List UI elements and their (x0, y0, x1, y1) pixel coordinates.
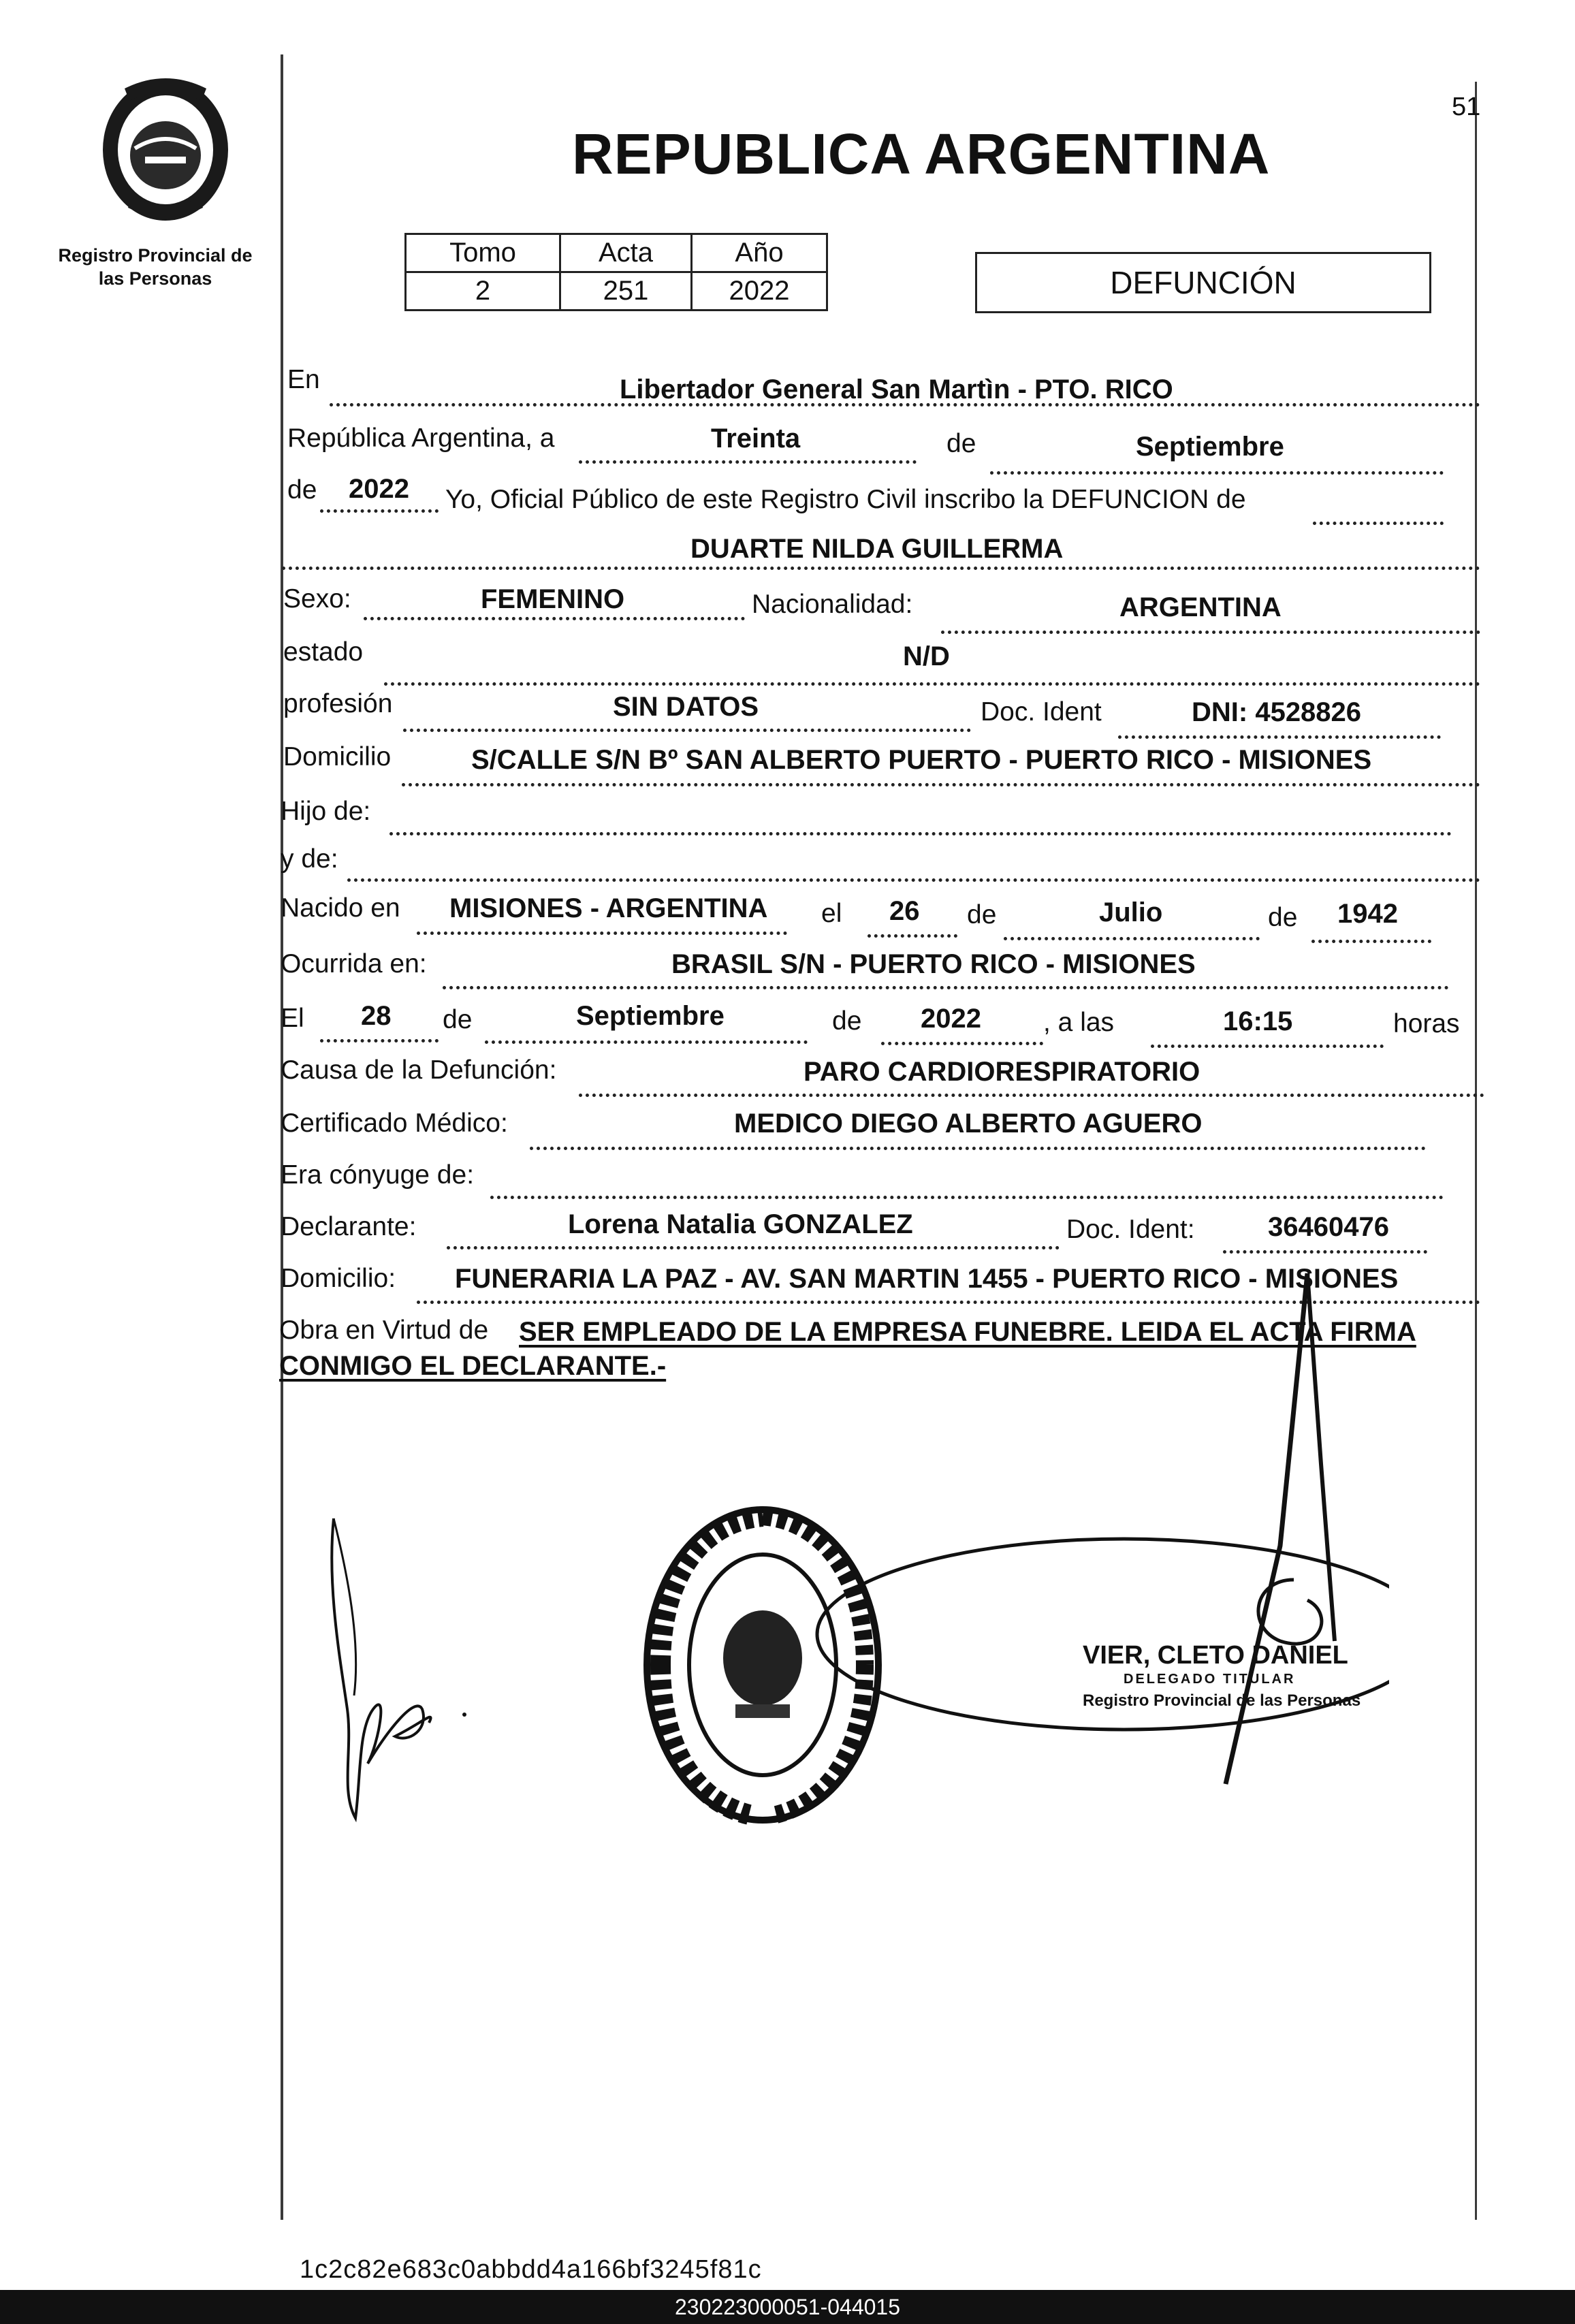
label-profesion: profesión (283, 689, 393, 718)
label-nacido-en: Nacido en (281, 893, 400, 923)
label-el-cap: El (281, 1004, 304, 1033)
value-def-mes: Septiembre (576, 1001, 725, 1031)
label-de: de (443, 1005, 473, 1034)
value-obra-line1: SER EMPLEADO DE LA EMPRESA FUNEBRE. LEIDA EL ACTA FIRMA (519, 1317, 1416, 1347)
label-nacionalidad: Nacionalidad: (752, 590, 913, 619)
document-title: REPUBLICA ARGENTINA (572, 122, 1271, 186)
document-hash: 1c2c82e683c0abbdd4a166bf3245f81c (300, 2255, 762, 2284)
dotted-line (364, 617, 745, 620)
province-coat-of-arms-logo (87, 68, 244, 225)
anio-header: Año (692, 234, 827, 272)
label-en: En (287, 365, 320, 394)
page-number: 51 (1452, 93, 1481, 121)
label-declarante: Declarante: (281, 1212, 417, 1241)
tomo-header: Tomo (406, 234, 560, 272)
dotted-line (1313, 522, 1444, 525)
value-mes: Septiembre (1136, 432, 1284, 462)
dotted-line (868, 934, 957, 938)
dotted-line (490, 1196, 1444, 1199)
value-dia-texto: Treinta (711, 424, 801, 453)
acta-header: Acta (560, 234, 692, 272)
dotted-line (347, 878, 1480, 882)
label-doc-ident: Doc. Ident (981, 697, 1102, 727)
dotted-line (1151, 1045, 1384, 1048)
value-nac-mes: Julio (1099, 897, 1163, 927)
label-doc-ident-colon: Doc. Ident: (1066, 1215, 1195, 1244)
label-de: de (1268, 903, 1298, 932)
value-def-hora: 16:15 (1223, 1006, 1293, 1036)
dotted-line (941, 631, 1480, 634)
label-sexo: Sexo: (283, 584, 351, 614)
label-horas: horas (1393, 1009, 1460, 1038)
dotted-line (1004, 937, 1260, 940)
dotted-line (417, 932, 787, 935)
label-ocurrida-en: Ocurrida en: (281, 949, 427, 978)
dotted-line (579, 1094, 1484, 1097)
value-obra-line2: CONMIGO EL DECLARANTE.- (279, 1351, 667, 1381)
dotted-line (447, 1246, 1060, 1249)
value-declarante: Lorena Natalia GONZALEZ (568, 1209, 913, 1239)
tomo-value: 2 (406, 272, 560, 311)
value-nac-dia: 26 (889, 896, 920, 926)
label-de: de (967, 900, 997, 929)
dotted-line (389, 832, 1452, 835)
value-ocurrida-en: BRASIL S/N - PUERTO RICO - MISIONES (671, 949, 1196, 979)
label-yo-oficial: Yo, Oficial Público de este Registro Civil inscribo la DEFUNCION de (445, 485, 1246, 514)
label-domicilio: Domicilio (283, 742, 392, 771)
label-hijo-de: Hijo de: (281, 797, 371, 826)
value-causa: PARO CARDIORESPIRATORIO (804, 1057, 1200, 1087)
value-domicilio: S/CALLE S/N Bº SAN ALBERTO PUERTO - PUERTO RICO - MISIONES (471, 745, 1372, 775)
value-estado: N/D (903, 641, 950, 671)
value-nacido-en: MISIONES - ARGENTINA (449, 893, 768, 923)
registry-name (39, 244, 271, 290)
dotted-line (881, 1042, 1043, 1045)
barcode-text: 230223000051-044015 (675, 2295, 900, 2319)
value-sexo: FEMENINO (481, 584, 625, 614)
label-certificado: Certificado Médico: (281, 1109, 508, 1138)
record-type-box: DEFUNCIÓN (975, 252, 1431, 313)
value-declarante-doc: 36460476 (1268, 1212, 1389, 1242)
value-nacionalidad: ARGENTINA (1119, 592, 1282, 622)
registry-name-line2: las Personas (98, 268, 212, 289)
value-documento: DNI: 4528826 (1192, 697, 1362, 727)
label-domicilio-colon: Domicilio: (281, 1264, 396, 1293)
declarant-signature (313, 1505, 490, 1845)
label-y-de: y de: (281, 844, 338, 874)
dotted-line (320, 509, 439, 513)
dotted-line (579, 460, 917, 464)
footer-barcode-strip (0, 2290, 1575, 2324)
value-def-anio: 2022 (921, 1004, 981, 1034)
value-anio: 2022 (349, 474, 409, 504)
label-de: de (832, 1006, 862, 1036)
dotted-line (1311, 940, 1431, 943)
value-declarante-domicilio: FUNERARIA LA PAZ - AV. SAN MARTIN 1455 - PUERTO RICO - MISIONES (455, 1264, 1399, 1294)
dotted-line (403, 729, 971, 732)
right-margin-line (1475, 82, 1477, 2220)
value-nombre: DUARTE NILDA GUILLERMA (690, 534, 1064, 564)
registry-name-line1: Registro Provincial de (58, 245, 253, 266)
official-role: DELEGADO TITULAR (1124, 1672, 1296, 1687)
dotted-line (990, 471, 1444, 475)
label-de: de (287, 475, 317, 505)
dotted-line (530, 1147, 1426, 1150)
value-def-dia: 28 (361, 1001, 392, 1031)
official-office: Registro Provincial de las Personas (1083, 1691, 1361, 1710)
label-a-las: , a las (1043, 1008, 1115, 1037)
value-profesion: SIN DATOS (613, 692, 759, 722)
label-conyuge: Era cónyuge de: (281, 1160, 475, 1190)
dotted-line (1118, 735, 1441, 739)
dotted-line (443, 986, 1449, 989)
dotted-line (384, 682, 1480, 686)
record-number-table (404, 233, 828, 311)
label-estado: estado (283, 637, 364, 667)
dotted-line (402, 783, 1480, 786)
official-signature (804, 1260, 1389, 1791)
acta-value: 251 (560, 272, 692, 311)
value-lugar: Libertador General San Martìn - PTO. RICO (620, 375, 1173, 404)
dotted-line (320, 1039, 439, 1042)
label-republica: República Argentina, a (287, 424, 555, 453)
label-obra-en-virtud: Obra en Virtud de (279, 1316, 489, 1345)
official-name: VIER, CLETO DANIEL (1083, 1641, 1348, 1670)
anio-value: 2022 (692, 272, 827, 311)
label-el: el (821, 899, 842, 928)
dotted-line (282, 567, 1480, 570)
label-causa: Causa de la Defunción: (281, 1055, 557, 1085)
dotted-line (485, 1040, 808, 1044)
value-nac-anio: 1942 (1337, 899, 1398, 929)
dotted-line (1223, 1250, 1427, 1254)
value-certificado: MEDICO DIEGO ALBERTO AGUERO (734, 1109, 1203, 1139)
label-de: de (946, 429, 976, 458)
